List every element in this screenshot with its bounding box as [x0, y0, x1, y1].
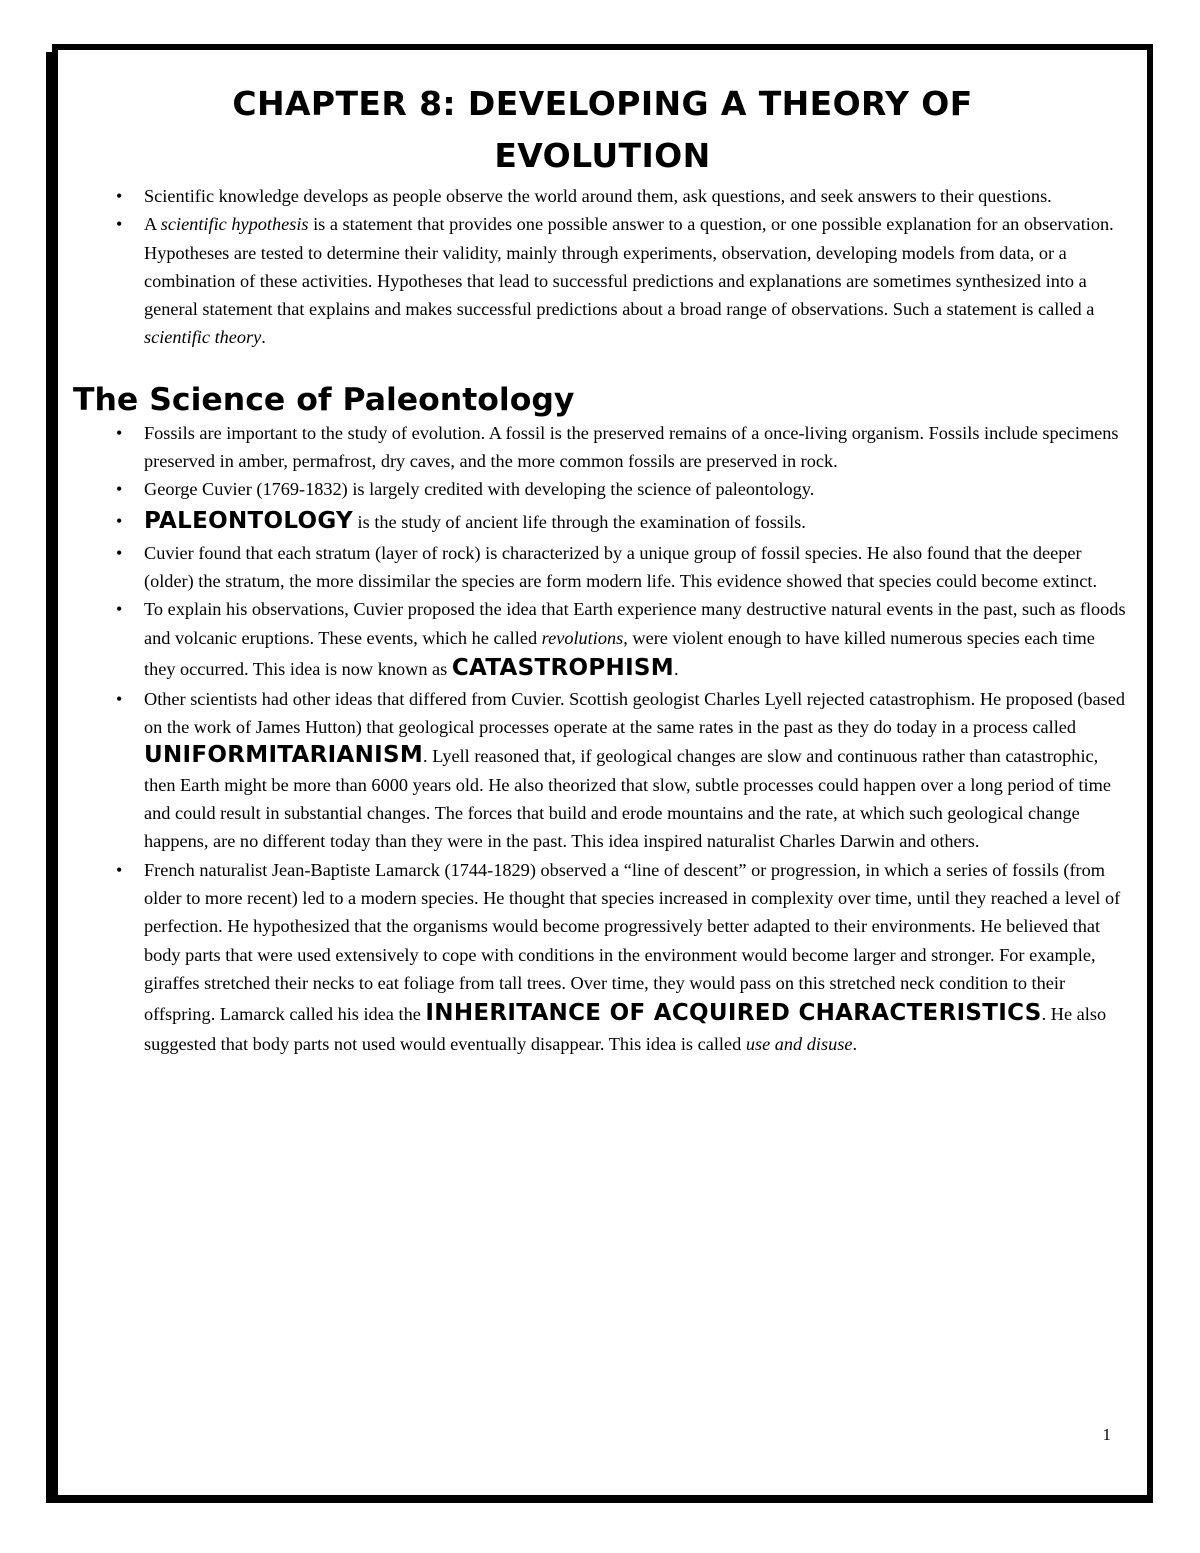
bullet-icon: • — [116, 479, 123, 500]
intro-bullet-list — [58, 182, 1147, 352]
bullet-icon: • — [116, 542, 123, 563]
list-item — [58, 475, 1147, 503]
term-revolutions: revolutions — [541, 627, 624, 648]
intro-bullet-text: . — [261, 327, 266, 348]
list-item — [58, 856, 1147, 1059]
bullet-text: French naturalist Jean-Baptiste Lamarck (1744-1829) observed a “line of descent” or progression, in which a series of fossils (from older to more recent) led to a modern species. He thought that species increased in complexity over time, until they reached a level of perfection. He hypothesized that the organisms would become progressively better adapted to their environments. He believed that body parts that were used extensively to cope with conditions in the environment would become larger and stronger. For example, giraffes stretched their necks to eat foliage from tall trees. Over time, they would pass on this stretched neck condition to their offspring. Lamarck called his idea the — [144, 859, 1121, 1025]
list-item — [58, 595, 1147, 685]
bullet-icon: • — [116, 859, 123, 880]
bullet-text: Other scientists had other ideas that differed from Cuvier. Scottish geologist Charles Lyell rejected catastrophism. He proposed (based on the work of James Hutton) that geological processes operate at the same rates in the past as they do today in a process called — [144, 688, 1126, 738]
page-number: 1 — [1102, 1425, 1111, 1444]
bullet-text: , were violent enough to have killed numerous species each time they occurred. This idea is now known as — [144, 627, 1095, 679]
paleontology-bullet-list — [58, 419, 1147, 1059]
intro-bullet-text: Scientific knowledge develops as people observe the world around them, ask questions, and seek answers to their questions. — [144, 186, 1052, 206]
list-item — [58, 539, 1147, 596]
bullet-text: Cuvier found that each stratum (layer of rock) is characterized by a unique group of fossil species. He also found that the deeper (older) the stratum, the more dissimilar the species are form modern life. This evidence showed that species could become extinct. — [144, 542, 1098, 591]
list-item — [58, 182, 1147, 210]
term-use-and-disuse: use and disuse — [745, 1034, 853, 1055]
term-paleontology: PALEONTOLOGY — [144, 507, 353, 534]
bullet-text: George Cuvier (1769-1832) is largely credited with developing the science of paleontology. — [144, 479, 815, 500]
intro-bullet-text: is a statement that provides one possible answer to a question, or one possible explanation for an observation. Hypotheses are tested to determine their validity, mainly through experiments, observation, developing models from data, or a combination of these activities. Hypotheses that lead to successful predictions and explanations are sometimes synthesized into a general statement that explains and makes successful predictions about a broad range of observations. Such a statement is called a — [144, 214, 1114, 320]
page-content — [58, 50, 1147, 1495]
bullet-text: . — [673, 658, 679, 679]
bullet-text: To explain his observations, Cuvier proposed the idea that Earth experience many destructive natural events in the past, such as floods and volcanic eruptions. These events, which he called — [144, 599, 1126, 648]
list-item — [58, 419, 1147, 476]
bullet-icon: • — [116, 214, 123, 235]
bullet-text: Fossils are important to the study of evolution. A fossil is the preserved remains of a once-living organism. Fossils include specimens preserved in amber, permafrost, dry caves, and the more common fossils are preserved in rock. — [144, 422, 1119, 472]
bullet-icon: • — [116, 688, 123, 709]
chapter-title-line-2: EVOLUTION — [494, 136, 711, 175]
bullet-text: . — [852, 1034, 858, 1055]
chapter-title — [58, 78, 1147, 182]
bullet-text: . Lyell reasoned that, if geological changes are slow and continuous rather than catastrophic, then Earth might be more than 6000 years old. He also theorized that slow, subtle processes could happen over a long period of time and could result in substantial changes. The forces that build and erode mountains and the rate, at which such geological change happens, are no different today than they were in the past. This idea inspired naturalist Charles Darwin and others. — [144, 746, 1111, 852]
bullet-icon: • — [116, 599, 123, 620]
term-scientific-hypothesis: scientific hypothesis — [160, 214, 309, 235]
list-item — [58, 685, 1147, 856]
list-item — [58, 210, 1147, 351]
bullet-icon: • — [116, 186, 123, 206]
chapter-title-line-1: CHAPTER 8: DEVELOPING A THEORY OF — [232, 84, 973, 123]
page-border — [52, 44, 1153, 1501]
term-inheritance-of-acquired-characteristics: INHERITANCE OF ACQUIRED CHARACTERISTICS — [425, 1000, 1042, 1027]
intro-bullet-text: A — [144, 214, 161, 235]
term-catastrophism: CATASTROPHISM — [451, 654, 674, 681]
list-item — [58, 504, 1147, 539]
term-scientific-theory: scientific theory — [144, 327, 262, 348]
bullet-icon: • — [116, 422, 123, 443]
bullet-text: . He also suggested that body parts not used would eventually disappear. This idea is called — [144, 1004, 1107, 1055]
section-heading: The Science of Paleontology — [73, 381, 575, 418]
bullet-text: is the study of ancient life through the examination of fossils. — [352, 511, 806, 532]
bullet-icon: • — [116, 510, 123, 531]
term-uniformitarianism: UNIFORMITARIANISM — [144, 742, 424, 769]
